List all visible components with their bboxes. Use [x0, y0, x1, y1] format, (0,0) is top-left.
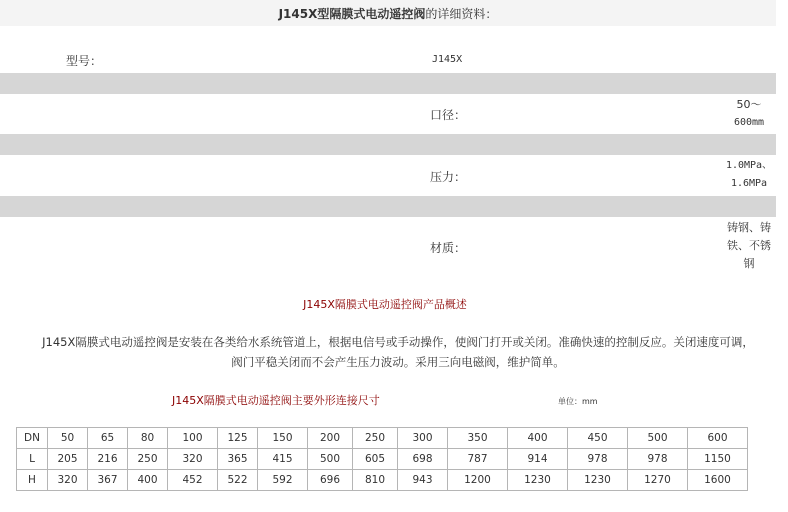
- divider-band: [0, 73, 776, 94]
- table-cell: 400: [508, 428, 568, 449]
- dimensions-title: J145X隔膜式电动遥控阀主要外形连接尺寸: [172, 394, 380, 407]
- table-cell: 365: [218, 449, 258, 470]
- table-cell: 320: [168, 449, 218, 470]
- table-cell: 600: [688, 428, 748, 449]
- diameter-value: [722, 96, 776, 132]
- table-row: [17, 428, 748, 449]
- table-cell: 978: [568, 449, 628, 470]
- table-cell: 125: [218, 428, 258, 449]
- material-value: [722, 219, 776, 273]
- table-cell: 698: [398, 449, 448, 470]
- table-cell: 914: [508, 449, 568, 470]
- table-cell: 216: [88, 449, 128, 470]
- diameter-line-1: 50～: [736, 98, 762, 111]
- table-cell: 1270: [628, 470, 688, 491]
- pressure-label: 压力：: [430, 170, 467, 184]
- table-row: [17, 449, 748, 470]
- title-suffix: 的详细资料：: [425, 7, 498, 21]
- table-cell: 696: [308, 470, 353, 491]
- divider-band: [0, 134, 776, 155]
- table-row: [17, 470, 748, 491]
- overview-line-2: 阀门平稳关闭而不会产生压力波动。采用三向电磁阀，维护简单。: [231, 355, 565, 369]
- dimensions-unit: 单位：mm: [558, 397, 598, 406]
- table-cell: 450: [568, 428, 628, 449]
- divider-band: [0, 196, 776, 217]
- product-name: J145X型隔膜式电动遥控阀: [278, 7, 426, 21]
- model-value: J145X: [432, 54, 463, 65]
- table-cell: 605: [353, 449, 398, 470]
- table-cell: 65: [88, 428, 128, 449]
- table-cell: 200: [308, 428, 353, 449]
- table-cell: 500: [628, 428, 688, 449]
- model-label: 型号：: [66, 54, 103, 68]
- material-line-2: 铁、不锈: [727, 239, 771, 252]
- table-cell: 150: [258, 428, 308, 449]
- diameter-label: 口径：: [430, 108, 467, 122]
- dimensions-table: [16, 427, 748, 491]
- table-cell: 452: [168, 470, 218, 491]
- pressure-line-2: 1.6MPa: [730, 178, 768, 189]
- table-cell: 350: [448, 428, 508, 449]
- overview-description: [28, 332, 768, 372]
- table-cell: 415: [258, 449, 308, 470]
- table-cell: 787: [448, 449, 508, 470]
- table-cell: 320: [48, 470, 88, 491]
- table-row-header: L: [17, 449, 48, 470]
- table-cell: 1230: [508, 470, 568, 491]
- material-label: 材质：: [430, 241, 467, 255]
- pressure-line-1: 1.0MPa、: [725, 160, 773, 171]
- table-cell: 400: [128, 470, 168, 491]
- table-cell: 80: [128, 428, 168, 449]
- table-cell: 978: [628, 449, 688, 470]
- table-cell: 250: [353, 428, 398, 449]
- table-cell: 50: [48, 428, 88, 449]
- material-line-3: 钢: [743, 257, 755, 270]
- table-cell: 1200: [448, 470, 508, 491]
- material-line-1: 铸钢、铸: [727, 221, 771, 234]
- table-cell: 250: [128, 449, 168, 470]
- table-cell: 300: [398, 428, 448, 449]
- pressure-value: [720, 157, 778, 193]
- diameter-line-2: 600mm: [733, 117, 765, 128]
- table-cell: 1150: [688, 449, 748, 470]
- table-cell: 592: [258, 470, 308, 491]
- table-cell: 1600: [688, 470, 748, 491]
- page-title: [0, 5, 776, 22]
- table-cell: 205: [48, 449, 88, 470]
- table-cell: 100: [168, 428, 218, 449]
- table-row-header: DN: [17, 428, 48, 449]
- overview-title: J145X隔膜式电动遥控阀产品概述: [303, 298, 467, 311]
- table-cell: 522: [218, 470, 258, 491]
- table-row-header: H: [17, 470, 48, 491]
- table-cell: 500: [308, 449, 353, 470]
- table-cell: 943: [398, 470, 448, 491]
- overview-line-1: J145X隔膜式电动遥控阀是安装在各类给水系统管道上，根据电信号或手动操作，使阀门打开或关闭。准确快速的控制反应。关闭速度可调，: [42, 335, 754, 349]
- table-cell: 367: [88, 470, 128, 491]
- table-cell: 810: [353, 470, 398, 491]
- table-cell: 1230: [568, 470, 628, 491]
